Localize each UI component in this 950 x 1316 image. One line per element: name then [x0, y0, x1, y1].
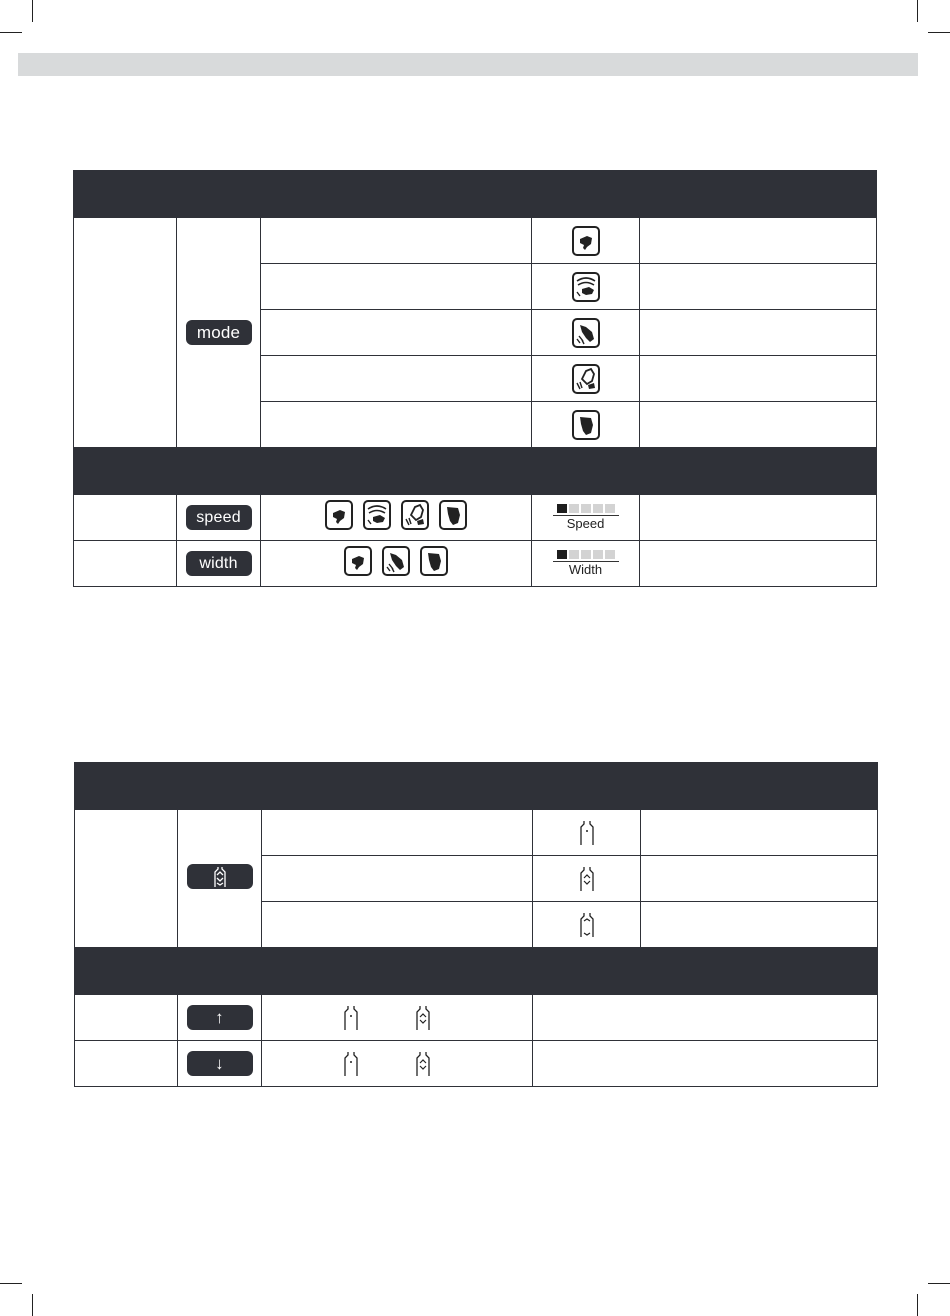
- partial-position-icon: [415, 1005, 431, 1031]
- rolling-mode-icon: [570, 409, 602, 441]
- table-cell: [75, 1041, 178, 1087]
- table-cell: [640, 495, 877, 541]
- table-cell: [533, 1041, 878, 1087]
- table-cell: [640, 218, 877, 264]
- table-cell: [532, 541, 640, 587]
- table-cell: [178, 810, 262, 948]
- table-cell: [532, 402, 640, 448]
- table-cell: [261, 218, 532, 264]
- table-cell: [261, 495, 532, 541]
- table-cell: [262, 1041, 533, 1087]
- mode-button[interactable]: mode: [186, 320, 252, 345]
- level-segment: [557, 504, 567, 513]
- table-cell: [74, 495, 177, 541]
- table-cell: [74, 541, 177, 587]
- table-cell: [178, 1041, 262, 1087]
- level-segment: [605, 504, 615, 513]
- speed-level-indicator: [553, 504, 619, 531]
- table2-subheader-row: [75, 948, 878, 995]
- table-cell: [641, 902, 878, 948]
- spot-position-icon: [343, 1051, 359, 1077]
- crop-mark: [928, 1283, 950, 1284]
- kneading-mode-icon: [361, 499, 393, 531]
- position-button[interactable]: [187, 864, 253, 889]
- speed-label: Speed: [566, 516, 605, 531]
- crop-mark: [928, 32, 950, 33]
- table-cell: [533, 856, 641, 902]
- table2-header-row: [75, 763, 878, 810]
- crop-mark: [0, 32, 22, 33]
- table-cell: [177, 541, 261, 587]
- table-cell: [261, 356, 532, 402]
- table1-header-row: [74, 171, 877, 218]
- rolling-mode-icon: [437, 499, 469, 531]
- shiatsu-mode-icon: [570, 225, 602, 257]
- mode-speed-width-table: [73, 170, 877, 587]
- full-position-icon: [579, 912, 595, 938]
- crop-mark: [917, 0, 918, 22]
- table-cell: [640, 310, 877, 356]
- shiatsu-mode-icon: [342, 545, 374, 577]
- combination-mode-icon: [399, 499, 431, 531]
- table-cell: [533, 902, 641, 948]
- level-segment: [593, 550, 603, 559]
- table-cell: [261, 310, 532, 356]
- table-cell: [640, 402, 877, 448]
- table1-subheader-row: [74, 448, 877, 495]
- table-cell: [533, 995, 878, 1041]
- level-segment: [605, 550, 615, 559]
- table-cell: [261, 402, 532, 448]
- table-cell: [178, 995, 262, 1041]
- down-button[interactable]: [187, 1051, 253, 1076]
- table-cell: [74, 218, 177, 448]
- table-row: [75, 810, 878, 856]
- table-cell: [640, 356, 877, 402]
- table-cell: [177, 495, 261, 541]
- table-cell: [533, 810, 641, 856]
- width-level-indicator: [553, 550, 619, 577]
- speed-button[interactable]: speed: [186, 505, 252, 530]
- table-row: [75, 995, 878, 1041]
- spot-position-icon: [343, 1005, 359, 1031]
- level-segment: [569, 550, 579, 559]
- table-cell: [75, 810, 178, 948]
- tapping-mode-icon: [570, 317, 602, 349]
- table-row: [75, 1041, 878, 1087]
- level-segment: [593, 504, 603, 513]
- table-cell: [262, 810, 533, 856]
- table-cell: [261, 264, 532, 310]
- massage-position-icon: [212, 866, 228, 888]
- combination-mode-icon: [570, 363, 602, 395]
- crop-mark: [32, 0, 33, 22]
- table-cell: [177, 218, 261, 448]
- shiatsu-mode-icon: [323, 499, 355, 531]
- up-arrow-icon: ↑: [215, 1007, 224, 1027]
- partial-position-icon: [579, 866, 595, 892]
- crop-mark: [0, 1283, 22, 1284]
- width-button[interactable]: width: [186, 551, 252, 576]
- table-cell: [532, 218, 640, 264]
- rolling-mode-icon: [418, 545, 450, 577]
- up-button[interactable]: [187, 1005, 253, 1030]
- spot-position-icon: [579, 820, 595, 846]
- level-segment: [581, 504, 591, 513]
- partial-position-icon: [415, 1051, 431, 1077]
- level-segment: [581, 550, 591, 559]
- table-cell: [261, 541, 532, 587]
- table-cell: [75, 995, 178, 1041]
- table-cell: [640, 541, 877, 587]
- width-label: Width: [568, 562, 603, 577]
- table-cell: [532, 264, 640, 310]
- kneading-mode-icon: [570, 271, 602, 303]
- table-cell: [641, 856, 878, 902]
- table-row: [74, 218, 877, 264]
- level-segment: [569, 504, 579, 513]
- table-cell: [641, 810, 878, 856]
- level-segment: [557, 550, 567, 559]
- down-arrow-icon: ↓: [215, 1053, 224, 1073]
- header-bar: [18, 53, 918, 76]
- tapping-mode-icon: [380, 545, 412, 577]
- table-cell: [532, 495, 640, 541]
- crop-mark: [917, 1294, 918, 1316]
- position-table: [74, 762, 878, 1087]
- crop-mark: [32, 1294, 33, 1316]
- table-cell: [532, 356, 640, 402]
- table-cell: [262, 902, 533, 948]
- table-cell: [532, 310, 640, 356]
- table-row: [74, 541, 877, 587]
- table-cell: [262, 856, 533, 902]
- table-row: [74, 495, 877, 541]
- table-cell: [640, 264, 877, 310]
- table-cell: [262, 995, 533, 1041]
